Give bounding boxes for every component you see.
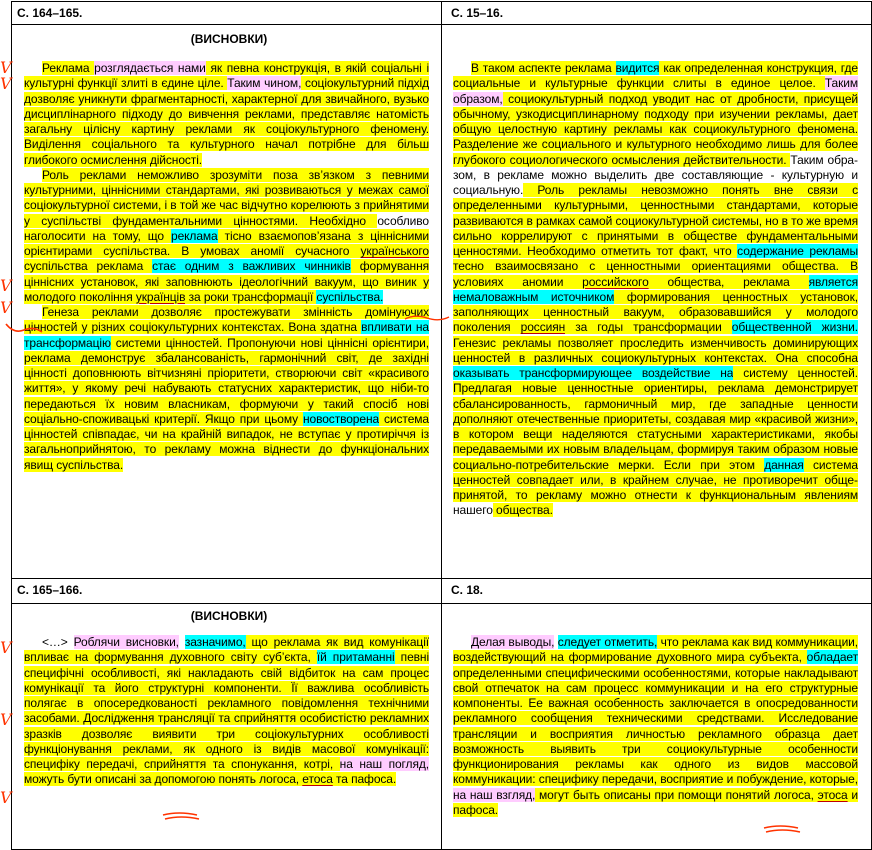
text-segment: на наш погляд, xyxy=(339,757,429,771)
text-segment: Генезис рекламы позволяет проследить изменчивость доминирующих ценностей в различных социокультурных контекстах. Она способна xyxy=(453,335,858,365)
text-segment: систему ценностей. Предлагая новые ценностные ориентиры, реклама демонстрирует сбалансированность, гармоничный мир, где западные ценности дополняют отечественные приоритеты, создавая мир «красивой жизни», в котором вещи наделяются статусными характеристиками, якобы передаваемыми их новым владельцам, формируя таким образом новые социально-потребительские мерки. Если при этом xyxy=(453,366,858,472)
text-segment: общества, реклама xyxy=(648,274,809,289)
text-segment: является немаловажным источником xyxy=(453,274,858,304)
section-title-top-left: (ВИСНОВКИ) xyxy=(190,32,268,46)
text-segment: стає одним з важливих чинників xyxy=(152,259,351,274)
margin-check-mark: V xyxy=(0,710,12,729)
page-ref-bottom-left: С. 165–166. xyxy=(17,583,83,597)
text-segment: формирования ценностных установок, заполняющих ценностный вакуум, образовавшийся у молодого поколения xyxy=(453,289,858,335)
text-segment: обладает xyxy=(806,650,858,665)
text-segment: <…> xyxy=(42,635,74,649)
margin-check-mark: V xyxy=(0,638,12,657)
text-segment: система цінностей співпадає, чи на крайній випадок, не вступає у протиріччя із загальноприйнятою, то рекламу можна віднести до функціональних явищ суспільства. xyxy=(24,411,429,472)
text-segment: можуть бути описані за допомогою понять логоса, xyxy=(24,772,303,787)
paragraph xyxy=(24,168,429,305)
text-segment: що реклама як вид комунікації впливає на формування духовного світу суб’єкта, xyxy=(24,635,430,665)
text-segment: суспільства. xyxy=(316,289,384,304)
text-segment: В таком аспекте реклама xyxy=(471,61,616,75)
text-segment: формування ціннісних установок, які заповнюють ідеологічний вакуум, що виник у молодого покоління xyxy=(24,259,429,304)
text-segment: определенными специфическими особенностями, которые накладывают свой отпечаток на сам процесс коммуникации и на его структурные компоненты. Ее важная особенность заключается в опосредованности рекламного сообщения техническими средствами. Исследование трансляции и восприятия личностью рекламного образца дает возможность выявить три социокультурные особенности функционирования рекламы как одного из видов массовой коммуникации: специфику передачи, восприятие и побуждение, которые, xyxy=(453,665,858,787)
margin-check-mark: V xyxy=(0,74,12,93)
text-segment: и пафоса. xyxy=(453,787,858,817)
margin-check-mark: V xyxy=(0,276,12,295)
text-segment: наголосити на тому, що xyxy=(24,228,171,243)
section-title-bottom-left: (ВИСНОВКИ) xyxy=(190,609,268,623)
text-segment: видится xyxy=(615,61,660,75)
text-segment: Делая выводы, xyxy=(471,635,555,649)
text-segment: на наш взгляд, xyxy=(453,787,536,802)
text-segment: Таким образом, xyxy=(453,76,858,106)
text-segment: тесно взаимосвязано с ценностными ориентациями общества. В условиях аномии xyxy=(453,259,858,289)
pen-squiggle xyxy=(161,812,201,822)
text-segment: нашего xyxy=(453,503,493,518)
text-segment: Генеза реклами дозволяє простежувати змінність домінуючих цінностей у різних соціокультурних контекстах. Вона здатна xyxy=(24,305,429,335)
text-segment: оказывать трансформирующее воздействие на xyxy=(453,366,734,380)
paragraph xyxy=(453,635,858,818)
text-segment: данная xyxy=(764,457,804,472)
text-segment: їй притаманні xyxy=(316,650,395,665)
text-block-bottom-right xyxy=(453,635,858,818)
text-segment: як певна конструкція, в якій соціальні і культурні функції злиті в єдине ціле. xyxy=(24,61,430,91)
text-segment: певні специфічні особливості, які накладають свій відбиток на сам процес комунікації та його структурні компоненти. Її важлива особливість полягає в опосередкованості рекламного повідомлення технічними засобами. Дослідження трансляції та сприйняття особистістю рекламних зразків дозволяє виявити три соціокультурних особливості функціонування реклами, як одного із видів масової комунікації: специфіку передачі, сприйняття та спонукання, котрі, xyxy=(24,650,430,771)
paragraph xyxy=(24,635,429,788)
margin-check-mark: V xyxy=(0,788,12,807)
text-segment: содержание рекламы xyxy=(737,244,858,258)
margin-check-mark: V xyxy=(0,58,12,77)
text-segment: что реклама как вид коммуникации, воздействующий на формирование духовного мира субъекта, xyxy=(453,635,859,665)
text-segment: этоса xyxy=(817,787,848,802)
text-segment: система ценностей совпадает или, в крайнем случае, не противоречит общепринятой, то рекламу можно отнести к функциональным явлениям xyxy=(453,457,858,502)
text-segment: українського xyxy=(360,244,429,258)
text-segment: етоса xyxy=(302,772,333,787)
text-segment: за роки трансформації xyxy=(185,289,317,304)
text-segment: Таким образом, в рекламе можно выделить две составляющие - культурную и социальную. xyxy=(453,152,858,197)
text-segment: Роль рекламы невозможно понять вне связи с определенными культурными, ценностными стандартами, которые развиваются в рамках самой социокультурной системы, но в то же время сильно коррелируют с принятыми в обществе фундаментальными ценностями. Необходимо отметить тот факт, что xyxy=(453,183,858,258)
text-segment: впливати на трансформацію xyxy=(24,320,429,350)
text-segment: Роль реклами неможливо зрозуміти поза зв’язком з певними культурними, ціннісними стандартами, які розвиваються у межах самої соціокультурної системи, і в той же час відчутно корелюють з прийнятими у суспільстві фундаментальними цінностями. Необхідно xyxy=(24,167,429,228)
text-block-bottom-left xyxy=(24,635,429,788)
text-segment: общественной жизни. xyxy=(731,320,858,335)
text-segment: за годы трансформации xyxy=(565,320,732,335)
text-segment: тісно взаємопов’язана з ціннісними орієнтирами суспільства. В умовах аномії сучасного xyxy=(24,228,429,258)
pen-squiggle xyxy=(4,322,44,336)
text-segment: следует отметить, xyxy=(557,635,658,649)
pen-squiggle xyxy=(762,825,802,835)
text-segment: розглядається нами xyxy=(94,61,206,75)
pen-squiggle xyxy=(403,314,453,322)
text-segment xyxy=(179,635,185,649)
text-segment: социокультурный подход уводит нас от дробности, присущей обычному, узкодисциплинарному подходу при изучении рекламы, дает общую целостную картину рекламы как социокультурного феномена. Разделение же социального и культурного необходимо лишь для более глубокого социологического осмысления действительности. xyxy=(453,91,858,167)
text-segment: россиян xyxy=(520,320,566,335)
paragraph xyxy=(24,305,429,473)
text-segment: системи цінностей. Пропонуючи нові ціннісні орієнтири, реклама демонструє збалансованість, гармонічний світ, де західні цінності доповнюють вітчизняні пріоритети, створюючи світ «красивого життя», у якому речі набувають статусних характеристик, що ніби-то передаються їх новим власникам, формуючи у такий спосіб нові соціально-споживацькі критерії. Якщо при цьому xyxy=(24,335,429,426)
text-segment: как определенная конструкция, где социальные и культурные функции слиты в единое целое. xyxy=(453,61,858,91)
text-segment: российского xyxy=(582,274,649,289)
text-segment: особливо xyxy=(377,213,429,228)
paragraph xyxy=(24,61,429,168)
text-segment: новостворена xyxy=(302,411,380,426)
text-block-top-left xyxy=(24,61,429,473)
text-segment: українців xyxy=(135,289,186,304)
text-segment: могут быть описаны при помощи понятий логоса, xyxy=(535,787,818,802)
text-segment: та пафоса. xyxy=(332,772,397,787)
text-segment: зазначимо, xyxy=(184,635,246,649)
text-segment: Таким чином, xyxy=(227,76,302,91)
table-column-divider xyxy=(441,1,442,850)
margin-check-mark: V xyxy=(0,298,12,317)
page-ref-bottom-right: С. 18. xyxy=(451,583,484,597)
text-segment: Роблячи висновки, xyxy=(73,635,179,649)
text-segment: Реклама xyxy=(42,61,95,75)
page-ref-top-left: С. 164–165. xyxy=(17,6,83,20)
page-ref-top-right: С. 15–16. xyxy=(451,6,504,20)
text-segment: общества. xyxy=(492,503,553,518)
paragraph xyxy=(453,61,858,519)
text-segment: реклама xyxy=(171,228,218,243)
text-segment: суспільства реклама xyxy=(24,259,153,274)
text-segment: соціокультурний підхід дозволяє уникнути фрагментарності, характерної для звичайного, вузько дисциплінарного підходу до вивчення реклами, представляє натомість загальну цілісну картину реклами як соціокультурного феномену. Виділення соціального та культурного начал потрібне для більш глибокого осмислення дійсності. xyxy=(24,76,429,167)
text-block-top-right xyxy=(453,61,858,519)
